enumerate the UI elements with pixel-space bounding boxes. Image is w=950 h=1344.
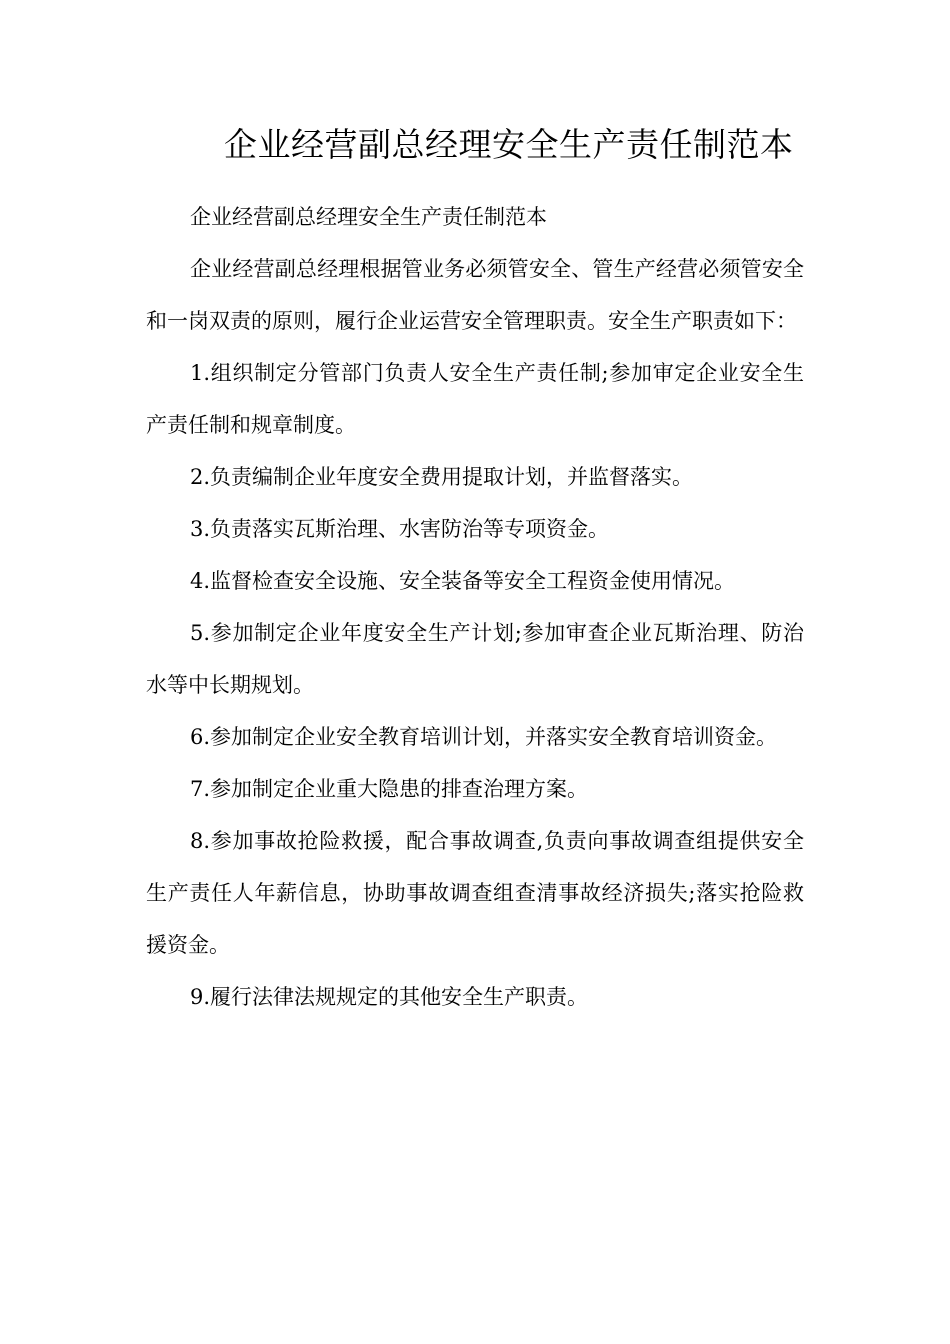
document-title: 企业经营副总经理安全生产责任制范本 [224, 125, 794, 164]
duty-item-3: 3.负责落实瓦斯治理、水害防治等专项资金。 [190, 517, 610, 541]
duty-item-6: 6.参加制定企业安全教育培训计划，并落实安全教育培训资金。 [190, 725, 778, 749]
duty-item-5: 5.参加制定企业年度安全生产计划;参加审查企业瓦斯治理、防治水等中长期规划。 [146, 621, 804, 697]
duty-item-8: 8.参加事故抢险救援，配合事故调查,负责向事故调查组提供安全生产责任人年薪信息，协助事故调查组查清事故经济损失;落实抢险救援资金。 [146, 829, 804, 957]
duty-item-2: 2.负责编制企业年度安全费用提取计划，并监督落实。 [190, 465, 694, 489]
document-body [146, 191, 804, 1023]
duty-item-7: 7.参加制定企业重大隐患的排查治理方案。 [190, 777, 589, 801]
paragraph-subtitle: 企业经营副总经理安全生产责任制范本 [190, 205, 547, 229]
duty-item-9: 9.履行法律法规规定的其他安全生产职责。 [190, 985, 589, 1009]
paragraph-intro: 企业经营副总经理根据管业务必须管安全、管生产经营必须管安全和一岗双责的原则，履行企业运营安全管理职责。安全生产职责如下： [146, 257, 804, 333]
duty-item-4: 4.监督检查安全设施、安全装备等安全工程资金使用情况。 [190, 569, 736, 593]
duty-item-1: 1.组织制定分管部门负责人安全生产责任制;参加审定企业安全生产责任制和规章制度。 [146, 361, 804, 437]
